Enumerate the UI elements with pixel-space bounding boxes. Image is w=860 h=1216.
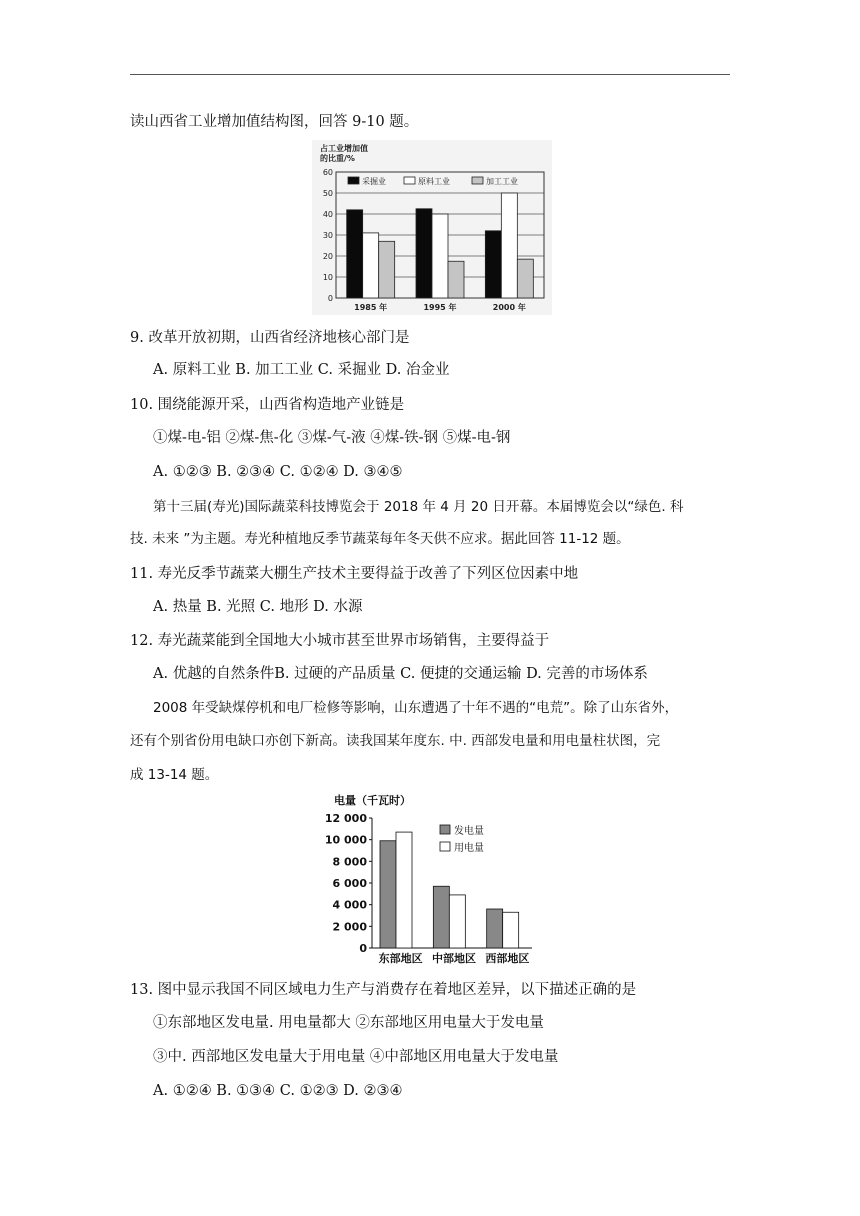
- x-tick-label: 1995 年: [423, 303, 457, 312]
- bar: [448, 261, 464, 298]
- x-tick-label: 中部地区: [432, 952, 476, 965]
- q10-options: A. ①②③ B. ②③④ C. ①②④ D. ③④⑤: [153, 464, 403, 480]
- bar: [347, 210, 363, 298]
- bar: [432, 214, 448, 298]
- y-tick-label: 12 000: [324, 812, 367, 825]
- q11-options: A. 热量 B. 光照 C. 地形 D. 水源: [153, 599, 363, 615]
- bar: [485, 231, 501, 298]
- bar: [396, 832, 412, 948]
- legend-label: 加工工业: [486, 177, 518, 186]
- q9-stem: 9. 改革开放初期，山西省经济地核心部门是: [130, 330, 410, 346]
- y-tick-label: 8 000: [332, 855, 367, 869]
- y-tick-label: 10 000: [324, 833, 367, 847]
- q13-row1: ①东部地区发电量. 用电量都大 ②东部地区用电量大于发电量: [153, 1015, 544, 1031]
- legend-label: 用电量: [454, 843, 484, 854]
- q10-items: ①煤-电-铝 ②煤-焦-化 ③煤-气-液 ④煤-铁-钢 ⑤煤-电-钢: [153, 430, 511, 446]
- y-tick-label: 30: [322, 231, 333, 240]
- passage-13-14-line2: 还有个别省份用电缺口亦创下新高。读我国某年度东. 中. 西部发电量和用电量柱状图，完: [130, 733, 661, 749]
- y-tick-label: 20: [322, 252, 333, 261]
- bar: [416, 209, 432, 298]
- y-tick-label: 50: [322, 189, 333, 198]
- y-axis-label: 占工业增加值: [320, 144, 368, 153]
- legend-label: 原料工业: [418, 177, 450, 186]
- q12-options: A. 优越的自然条件B. 过硬的产品质量 C. 便捷的交通运输 D. 完善的市场体系: [153, 666, 648, 682]
- x-tick-label: 2000 年: [492, 303, 526, 312]
- bar: [433, 886, 449, 948]
- y-axis-label: 的比重/%: [320, 154, 355, 163]
- passage-13-14-line3: 成 13-14 题。: [130, 767, 219, 783]
- q9-options: A. 原料工业 B. 加工工业 C. 采掘业 D. 冶金业: [153, 362, 450, 378]
- legend-swatch: [404, 177, 415, 184]
- industry-structure-chart: [312, 140, 552, 315]
- y-tick-label: 10: [322, 273, 333, 282]
- bar: [501, 193, 517, 298]
- passage-13-14-line1: 2008 年受缺煤停机和电厂检修等影响，山东遭遇了十年不遇的“电荒”。除了山东省外，: [153, 700, 679, 716]
- bar: [503, 912, 519, 948]
- bar: [517, 259, 533, 298]
- bar: [379, 241, 395, 298]
- q10-stem: 10. 围绕能源开采，山西省构造地产业链是: [130, 397, 405, 413]
- y-tick-label: 40: [322, 210, 333, 219]
- bar: [380, 841, 396, 948]
- legend-swatch: [440, 842, 450, 851]
- legend-label: 发电量: [454, 826, 484, 837]
- q13-row2: ③中. 西部地区发电量大于用电量 ④中部地区用电量大于发电量: [153, 1049, 559, 1065]
- bar: [487, 909, 503, 948]
- y-axis-label: 电量（千瓦时）: [334, 794, 411, 807]
- x-tick-label: 1985 年: [354, 303, 388, 312]
- y-tick-label: 2 000: [332, 920, 367, 934]
- passage-11-12-line2: 技. 未来 ”为主题。寿光种植地反季节蔬菜每年冬天供不应求。据此回答 11-12 题。: [130, 531, 630, 547]
- q11-stem: 11. 寿光反季节蔬菜大棚生产技术主要得益于改善了下列区位因素中地: [130, 566, 579, 582]
- q13-options: A. ①②④ B. ①③④ C. ①②③ D. ②③④: [153, 1083, 403, 1099]
- x-tick-label: 西部地区: [485, 952, 530, 965]
- electricity-chart: [322, 790, 542, 970]
- y-tick-label: 6 000: [332, 877, 367, 890]
- passage-11-12-line1: 第十三届(寿光)国际蔬菜科技博览会于 2018 年 4 月 20 日开幕。本届博览会以“绿色. 科: [153, 499, 684, 515]
- x-tick-label: 东部地区: [378, 952, 423, 965]
- legend-swatch: [348, 177, 359, 184]
- intro-9-10: 读山西省工业增加值结构图，回答 9-10 题。: [130, 114, 419, 130]
- y-tick-label: 60: [322, 168, 333, 177]
- legend-label: 采掘业: [362, 177, 386, 186]
- header-rule: [130, 74, 730, 75]
- legend-swatch: [440, 825, 450, 834]
- legend-swatch: [472, 177, 483, 184]
- q12-stem: 12. 寿光蔬菜能到全国地大小城市甚至世界市场销售，主要得益于: [130, 633, 550, 649]
- y-tick-label: 4 000: [332, 898, 367, 912]
- y-tick-label: 0: [327, 294, 333, 303]
- bar: [363, 233, 379, 298]
- bar: [449, 895, 465, 948]
- q13-stem: 13. 图中显示我国不同区域电力生产与消费存在着地区差异，以下描述正确的是: [130, 982, 637, 998]
- y-tick-label: 0: [359, 942, 367, 955]
